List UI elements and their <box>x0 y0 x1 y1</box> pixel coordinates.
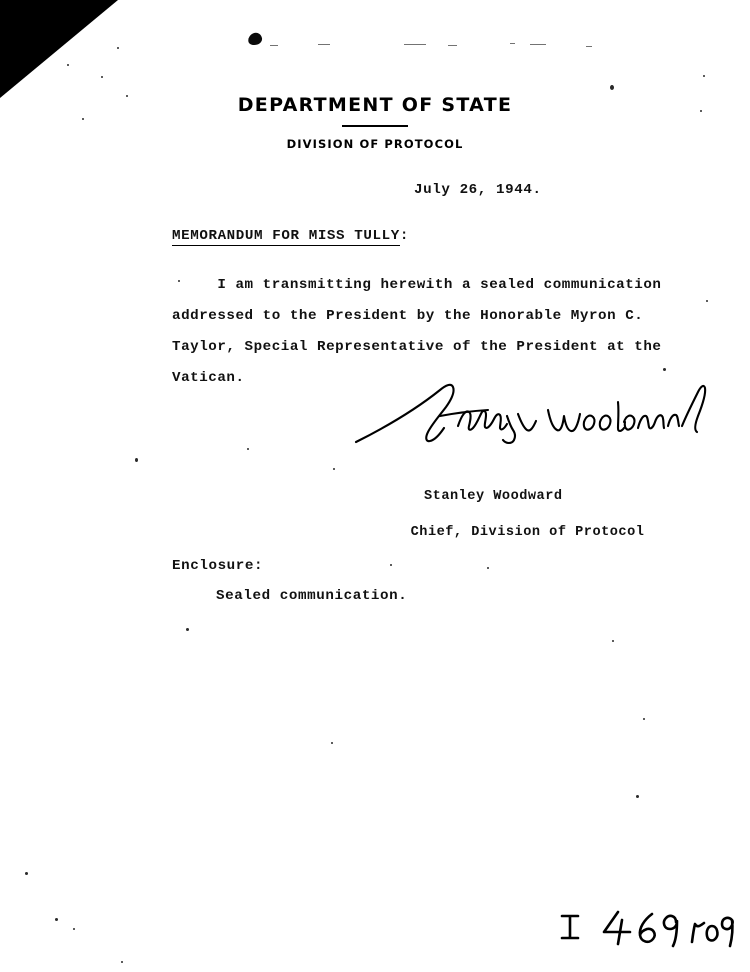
dust-speck <box>73 928 75 930</box>
dust-speck <box>510 43 515 44</box>
dust-speck <box>67 64 69 66</box>
dust-speck <box>530 44 546 45</box>
dust-speck <box>247 448 249 450</box>
signer-name: Stanley Woodward <box>424 489 563 504</box>
dust-speck <box>270 45 278 46</box>
letterhead-rule <box>342 125 408 127</box>
dust-speck <box>121 961 123 963</box>
signer-title: Chief, Division of Protocol <box>410 525 645 540</box>
dust-speck <box>636 795 639 798</box>
letterhead <box>0 96 750 151</box>
scan-corner-artifact <box>0 0 118 98</box>
dust-speck <box>135 458 138 462</box>
dust-speck <box>318 44 330 45</box>
dust-speck <box>643 718 645 720</box>
ink-blot-artifact <box>247 31 263 46</box>
dust-speck <box>25 872 28 875</box>
dust-speck <box>448 45 457 46</box>
dust-speck <box>706 300 708 302</box>
memorandum-heading <box>172 228 409 244</box>
department-title: DEPARTMENT OF STATE <box>237 94 513 116</box>
division-title: DIVISION OF PROTOCOL <box>286 137 464 151</box>
archival-mark <box>556 902 736 950</box>
dust-speck <box>331 742 333 744</box>
dust-speck <box>55 918 58 921</box>
dust-speck <box>101 76 103 78</box>
dust-speck <box>610 85 614 90</box>
memorandum-heading-colon: : <box>399 228 409 244</box>
body-paragraph: I am transmitting herewith a sealed communication addressed to the President by the Honorable Myron C. Taylor, Special Representative of the President at the Vatican. <box>172 277 671 386</box>
dust-speck <box>612 640 614 642</box>
memorandum-heading-text: MEMORANDUM FOR MISS TULLY <box>172 228 400 244</box>
date-line: July 26, 1944. <box>414 182 542 198</box>
dust-speck <box>186 628 189 631</box>
dust-speck <box>487 567 489 569</box>
enclosure-item: Sealed communication. <box>216 588 408 604</box>
dust-speck <box>390 564 392 566</box>
handwritten-signature <box>352 380 716 446</box>
dust-speck <box>586 46 592 47</box>
enclosure-label: Enclosure: <box>172 558 264 574</box>
dust-speck <box>703 75 705 77</box>
signature-block <box>376 452 644 560</box>
dust-speck <box>333 468 335 470</box>
dust-speck <box>117 47 119 49</box>
dust-speck <box>404 44 426 45</box>
